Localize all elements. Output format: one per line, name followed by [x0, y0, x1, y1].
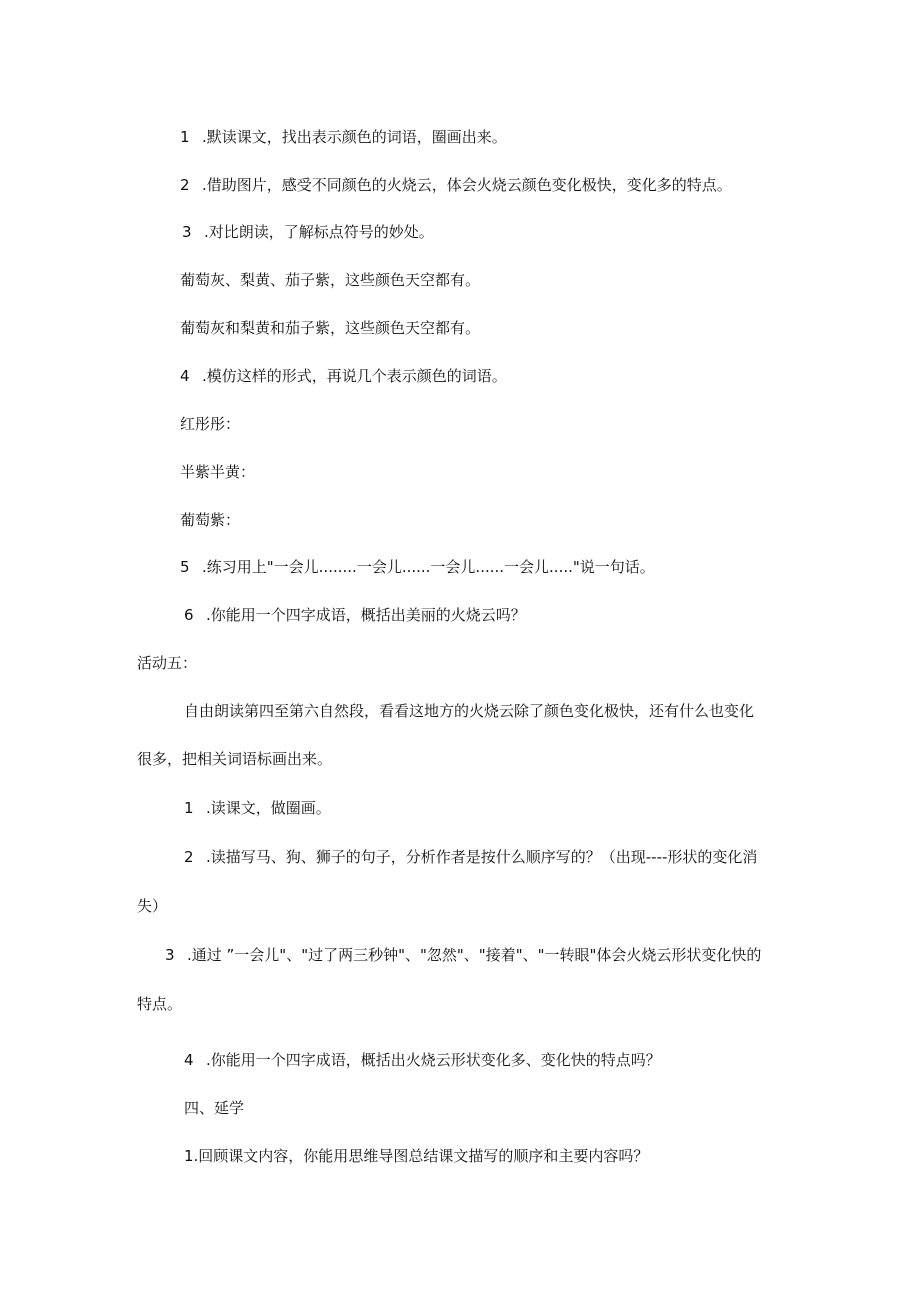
list-item — [180, 126, 507, 148]
item-text: .你能用一个四字成语，概括出火烧云形状变化多、变化快的特点吗？ — [206, 1051, 661, 1069]
list-item — [180, 556, 655, 578]
item-number: 4 — [184, 1051, 194, 1069]
item-number: 4 — [180, 367, 190, 385]
item-number: 3 — [165, 946, 175, 964]
paragraph: 半紫半黄： — [180, 463, 256, 481]
paragraph: 失） — [137, 897, 168, 915]
list-item — [165, 944, 761, 966]
item-number: 6 — [184, 606, 194, 624]
list-item — [180, 174, 732, 196]
item-number: 2 — [184, 848, 194, 866]
item-number: 5 — [180, 558, 190, 576]
item-text: .练习用上"一会儿........一会儿......一会儿......一会儿....."说一句话。 — [202, 558, 655, 576]
paragraph: 葡萄灰和梨黄和茄子紫，这些颜色天空都有。 — [180, 319, 481, 337]
section-heading: 四、延学 — [184, 1099, 245, 1117]
list-item — [184, 797, 331, 819]
list-item — [184, 846, 757, 868]
item-text: .你能用一个四字成语，概括出美丽的火烧云吗？ — [206, 606, 526, 624]
paragraph: 特点。 — [137, 995, 183, 1013]
paragraph: 红彤彤： — [180, 415, 241, 433]
item-text: .借助图片，感受不同颜色的火烧云，体会火烧云颜色变化极快，变化多的特点。 — [202, 176, 732, 194]
list-item — [184, 604, 526, 626]
item-number: 2 — [180, 176, 190, 194]
item-text: .默读课文，找出表示颜色的词语，圈画出来。 — [202, 128, 507, 146]
item-number: 1 — [184, 799, 194, 817]
item-text: .对比朗读，了解标点符号的妙处。 — [204, 223, 434, 241]
paragraph: 葡萄紫： — [180, 511, 241, 529]
list-item — [180, 365, 507, 387]
list-item — [184, 1049, 661, 1071]
section-heading: 活动五： — [137, 654, 198, 672]
item-text: .读描写马、狗、狮子的句子，分析作者是按什么顺序写的？（出现----形状的变化消 — [206, 848, 758, 866]
item-text: .读课文，做圈画。 — [206, 799, 331, 817]
paragraph: 自由朗读第四至第六自然段，看看这地方的火烧云除了颜色变化极快，还有什么也变化 — [184, 702, 755, 720]
paragraph: 1.回顾课文内容，你能用思维导图总结课文描写的顺序和主要内容吗？ — [184, 1147, 649, 1165]
paragraph: 很多，把相关词语标画出来。 — [137, 750, 333, 768]
item-text: .通过 ”一会儿"、"过了两三秒钟"、"忽然"、"接着"、"一转眼"体会火烧云形状变化快的 — [187, 946, 762, 964]
item-text: .模仿这样的形式，再说几个表示颜色的词语。 — [202, 367, 507, 385]
item-number: 1 — [180, 128, 190, 146]
list-item — [182, 221, 434, 243]
item-number: 3 — [182, 223, 192, 241]
paragraph: 葡萄灰、梨黄、茄子紫，这些颜色天空都有。 — [180, 271, 481, 289]
